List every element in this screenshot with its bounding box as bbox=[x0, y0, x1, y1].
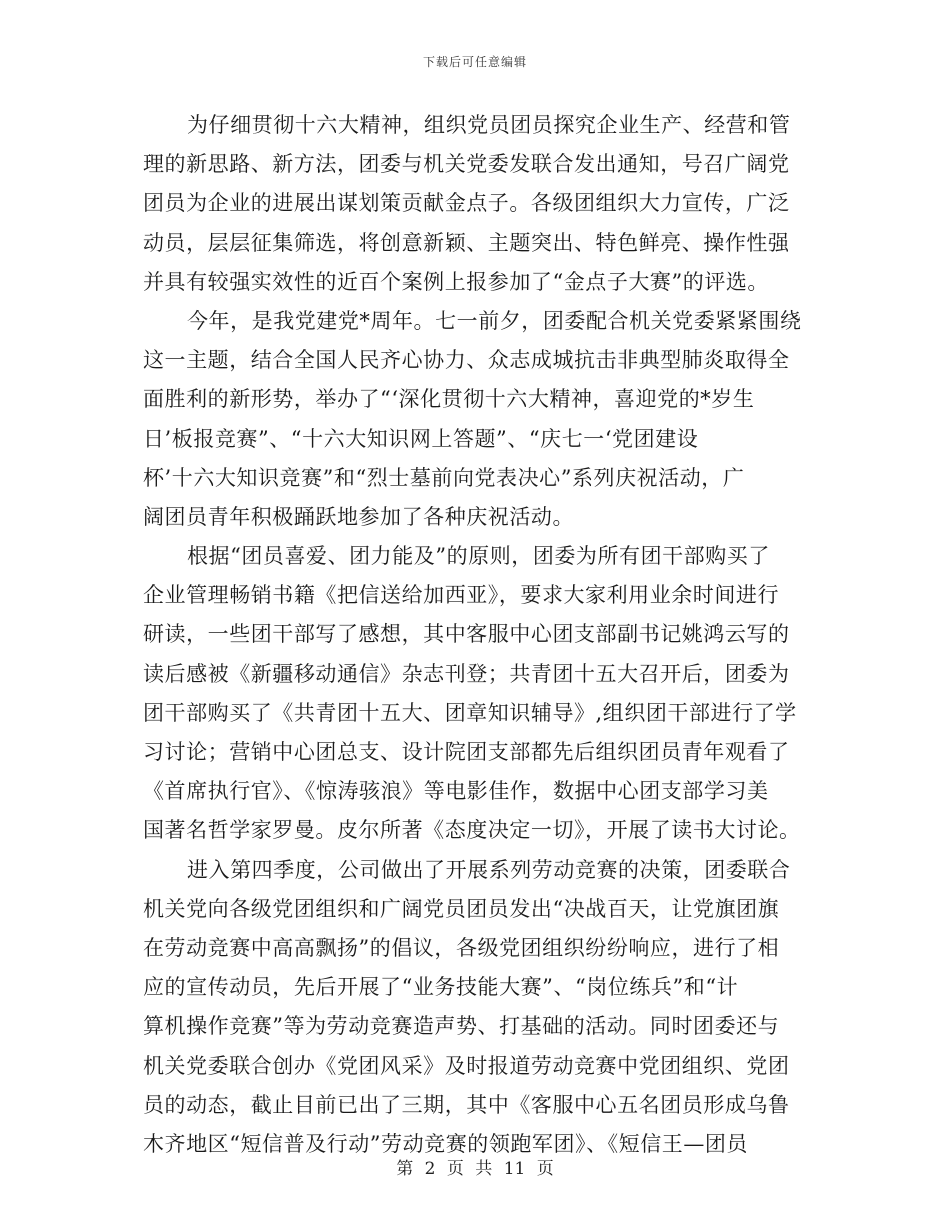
text-line: 员的动态，截止目前已出了三期，其中《客服中心五名团员形成乌鲁 bbox=[143, 1092, 790, 1117]
text-line: 日’板报竞赛”、“十六大知识网上答题”、“庆七一‘党团建设 bbox=[143, 426, 699, 451]
paragraph-first-line: 根据“团员喜爱、团力能及”的原则，团委为所有团干部购买了 bbox=[187, 544, 770, 569]
text-line: 在劳动竞赛中高高飘扬”的倡议，各级党团组织纷纷响应，进行了相 bbox=[143, 935, 780, 960]
text-line: 研读，一些团干部写了感想，其中客服中心团支部副书记姚鸿云写的 bbox=[143, 622, 790, 647]
text-line: 木齐地区“短信普及行动”劳动竞赛的领跑军团》、《短信王—团员 bbox=[143, 1131, 748, 1156]
text-line: 机关党委联合创办《党团风采》及时报道劳动竞赛中党团组织、党团 bbox=[143, 1053, 790, 1078]
text-line: 应的宣传动员，先后开展了“业务技能大赛”、“岗位练兵”和“计 bbox=[143, 975, 739, 1000]
text-line: 杯’十六大知识竞赛”和“烈士墓前向党表决心”系列庆祝活动，广 bbox=[143, 465, 745, 490]
page-number-footer: 第 2 页 共 11 页 bbox=[396, 1159, 554, 1179]
text-line: 阔团员青年积极踊跃地参加了各种庆祝活动。 bbox=[143, 504, 574, 529]
text-line: 动员，层层征集筛选，将创意新颖、主题突出、特色鲜亮、操作性强 bbox=[143, 230, 790, 255]
text-line: 理的新思路、新方法，团委与机关党委发联合发出通知，号召广阔党 bbox=[143, 152, 790, 177]
text-line: 机关党向各级党团组织和广阔党员团员发出“决战百天，让党旗团旗 bbox=[143, 896, 780, 921]
page-header: 下载后可任意编辑 bbox=[422, 55, 527, 69]
text-line: 算机操作竞赛”等为劳动竞赛造声势、打基础的活动。同时团委还与 bbox=[143, 1014, 780, 1039]
text-line: 国著名哲学家罗曼。皮尔所著《态度决定一切》，开展了读书大讨论。 bbox=[143, 818, 801, 843]
text-line: 习讨论；营销中心团总支、设计院团支部都先后组织团员青年观看了 bbox=[143, 740, 790, 764]
paragraph-first-line: 今年，是我党建党*周年。七一前夕，团委配合机关党委紧紧围绕 bbox=[187, 308, 802, 333]
text-line: 读后感被《新疆移动通信》杂志刊登；共青团十五大召开后，团委为 bbox=[143, 661, 790, 686]
text-line: 面胜利的新形势，举办了“‘深化贯彻十六大精神，喜迎党的*岁生 bbox=[143, 387, 755, 412]
document-body bbox=[143, 106, 809, 1164]
text-line: 《首席执行官》、《惊涛骇浪》等电影佳作，数据中心团支部学习美 bbox=[143, 779, 769, 804]
paragraph-first-line: 为仔细贯彻十六大精神，组织党员团员探究企业生产、经营和管 bbox=[187, 113, 791, 137]
text-line: 团干部购买了《共青团十五大、团章知识辅导》,组织团干部进行了学 bbox=[143, 700, 797, 725]
text-line: 团员为企业的进展出谋划策贡献金点子。各级团组织大力宣传，广泛 bbox=[143, 191, 790, 216]
text-line: 企业管理畅销书籍《把信送给加西亚》，要求大家利用业余时间进行 bbox=[143, 583, 779, 608]
text-line: 并具有较强实效性的近百个案例上报参加了“金点子大赛”的评选。 bbox=[143, 269, 769, 294]
paragraph-first-line: 进入第四季度，公司做出了开展系列劳动竞赛的决策，团委联合 bbox=[187, 857, 791, 882]
text-line: 这一主题，结合全国人民齐心协力、众志成城抗击非典型肺炎取得全 bbox=[143, 348, 790, 373]
